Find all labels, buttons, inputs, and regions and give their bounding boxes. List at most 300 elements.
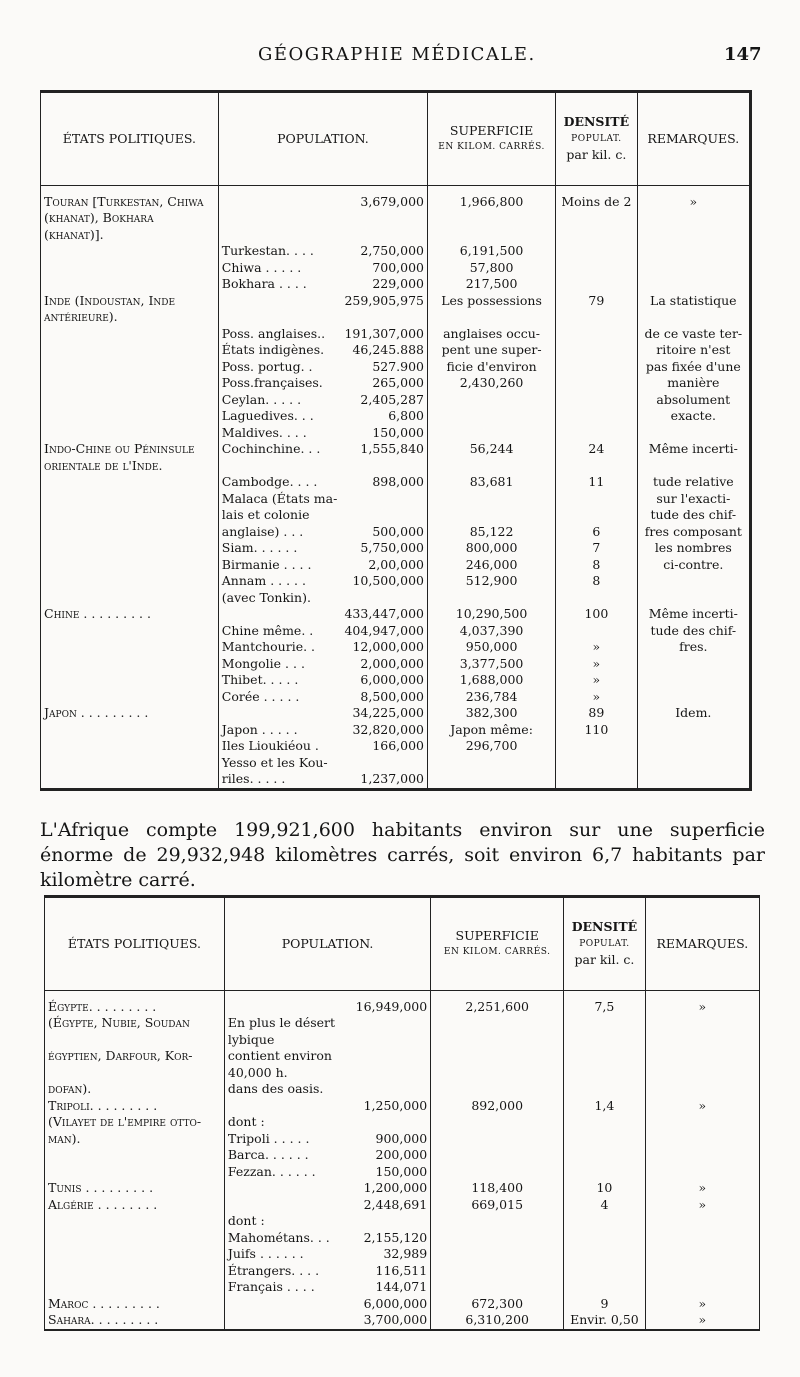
- area-cell: 669,015: [431, 1197, 564, 1214]
- density-cell: 7: [556, 540, 638, 557]
- population-label-cell: Mantchourie. .: [218, 639, 341, 656]
- density-cell: [556, 755, 638, 772]
- remark-cell: sur l'exacti-: [637, 491, 750, 508]
- remark-cell: [637, 689, 750, 706]
- area-cell: 57,800: [428, 260, 556, 277]
- population-label-cell: contient environ 40,000 h.: [224, 1048, 352, 1081]
- area-cell: [431, 1213, 564, 1230]
- population-label-cell: Ceylan. . . . .: [218, 392, 341, 409]
- state-cell: [41, 722, 219, 739]
- population-label-cell: Birmanie . . . .: [218, 557, 341, 574]
- remark-cell: [645, 1263, 759, 1280]
- area-cell: [428, 392, 556, 409]
- state-cell: Inde (Indoustan, Inde antérieure).: [44, 292, 176, 324]
- table-row: [41, 524, 751, 541]
- state-cell: [45, 1213, 225, 1230]
- area-cell: 10,290,500: [428, 606, 556, 623]
- population-value-cell: 898,000: [372, 474, 425, 489]
- area-cell: [431, 1263, 564, 1280]
- population-label-cell: anglaise) . . .: [218, 524, 341, 541]
- population-value-cell: 6,000,000: [360, 672, 425, 687]
- density-cell: [564, 1081, 646, 1098]
- area-cell: anglaises occu-: [428, 326, 556, 343]
- population-label-cell: Poss. portug. .: [218, 359, 341, 376]
- population-value-cell: 46,245.888: [352, 342, 425, 357]
- population-value-cell: 500,000: [372, 523, 425, 539]
- remark-cell: [637, 260, 750, 277]
- state-cell: [41, 540, 219, 557]
- table-row: [41, 590, 751, 607]
- remark-cell: [645, 1131, 759, 1148]
- population-value-cell: [353, 1081, 431, 1098]
- population-label-cell: En plus le désert lybique: [224, 1015, 352, 1048]
- population-label-cell: Malaca (États ma-: [218, 491, 341, 508]
- remark-cell: ritoire n'est: [637, 342, 750, 359]
- table-row: [41, 689, 751, 706]
- table-row: [41, 623, 751, 640]
- table-row: [41, 656, 751, 673]
- remark-cell: pas fixée d'une: [637, 359, 750, 376]
- density-cell: 9: [564, 1296, 646, 1313]
- remark-cell: [645, 1015, 759, 1048]
- remark-cell: »: [645, 1312, 759, 1330]
- table-row: [41, 771, 751, 789]
- table-row: [41, 260, 751, 277]
- population-value-cell: 433,447,000: [344, 606, 425, 621]
- remark-cell: tude des chif-: [637, 507, 750, 524]
- population-label-cell: Iles Lioukiéou .: [218, 738, 341, 755]
- area-cell: 6,191,500: [428, 243, 556, 260]
- population-value-cell: 5,750,000: [360, 540, 425, 555]
- state-cell: Tunis . . . . . . . . .: [48, 1180, 154, 1195]
- state-cell: [45, 1147, 225, 1164]
- population-value-cell: 2,448,691: [363, 1196, 428, 1212]
- density-cell: [564, 1015, 646, 1048]
- population-value-cell: [341, 507, 427, 524]
- state-cell: [41, 326, 219, 343]
- population-label-cell: Français . . . .: [224, 1279, 352, 1296]
- table-row: [45, 1296, 760, 1313]
- population-value-cell: 16,949,000: [355, 998, 428, 1014]
- area-cell: 1,966,800: [428, 194, 556, 244]
- area-cell: 1,688,000: [428, 672, 556, 689]
- state-cell: Maroc . . . . . . . . .: [48, 1295, 160, 1311]
- table-row: [45, 1081, 760, 1098]
- state-cell: [45, 1164, 225, 1181]
- table-row: [41, 672, 751, 689]
- population-value-cell: 700,000: [372, 259, 425, 275]
- remark-cell: exacte.: [637, 408, 750, 425]
- table-row: [45, 1246, 760, 1263]
- table-row: [41, 392, 751, 409]
- population-value-cell: 259,905,975: [344, 292, 425, 308]
- state-cell: Tripoli. . . . . . . . .: [48, 1097, 158, 1113]
- population-label-cell: Cochinchine. . .: [218, 441, 341, 474]
- density-cell: 6: [556, 524, 638, 541]
- density-cell: 100: [556, 606, 638, 623]
- area-cell: [428, 408, 556, 425]
- remark-cell: [637, 672, 750, 689]
- table-row: [41, 491, 751, 508]
- state-cell: [41, 689, 219, 706]
- population-value-cell: 1,555,840: [360, 441, 425, 456]
- population-value-cell: 6,000,000: [363, 1295, 428, 1311]
- state-cell: [41, 623, 219, 640]
- remark-cell: absolument: [637, 392, 750, 409]
- area-cell: Les possessions: [428, 293, 556, 326]
- state-cell: Touran [Turkestan, Chiwa (khanat), Bokhara (khanat)].: [44, 193, 204, 242]
- state-cell: Chine . . . . . . . . .: [44, 606, 151, 621]
- table-row: [45, 1230, 760, 1247]
- table-row: [45, 999, 760, 1016]
- density-cell: [564, 1164, 646, 1181]
- population-value-cell: 200,000: [375, 1147, 428, 1162]
- density-cell: [556, 623, 638, 640]
- area-cell: 950,000: [428, 639, 556, 656]
- density-cell: [556, 738, 638, 755]
- density-cell: [564, 1114, 646, 1131]
- table-row: [41, 606, 751, 623]
- density-cell: [564, 1213, 646, 1230]
- remark-cell: »: [645, 1197, 759, 1214]
- population-label-cell: riles. . . . .: [218, 771, 341, 789]
- state-cell: [41, 639, 219, 656]
- density-cell: [564, 1147, 646, 1164]
- state-cell: [41, 491, 219, 508]
- population-value-cell: 1,237,000: [360, 771, 425, 786]
- density-cell: [556, 408, 638, 425]
- page-number: 147: [724, 44, 762, 65]
- area-cell: [428, 491, 556, 508]
- population-value-cell: 144,071: [375, 1279, 428, 1294]
- state-cell: (Vilayet de l'empire otto-: [48, 1114, 202, 1129]
- population-label-cell: Chine même. .: [218, 623, 341, 640]
- remark-cell: ci-contre.: [637, 557, 750, 574]
- state-cell: [41, 656, 219, 673]
- population-value-cell: [341, 755, 427, 772]
- state-cell: Japon . . . . . . . . .: [44, 705, 149, 720]
- state-cell: Sahara. . . . . . . . .: [48, 1312, 159, 1327]
- area-cell: 800,000: [428, 540, 556, 557]
- area-cell: [428, 425, 556, 442]
- density-cell: [564, 1230, 646, 1247]
- density-cell: [556, 491, 638, 508]
- remark-cell: Même incerti-: [637, 441, 750, 474]
- density-cell: [556, 425, 638, 442]
- remark-cell: de ce vaste ter-: [637, 326, 750, 343]
- column-header-population: POPULATION.: [218, 92, 427, 186]
- density-cell: [564, 1279, 646, 1296]
- population-label-cell: [224, 1098, 352, 1115]
- remark-cell: [637, 425, 750, 442]
- table-row: [41, 540, 751, 557]
- population-label-cell: Poss.françaises.: [218, 375, 341, 392]
- population-value-cell: 527.900: [372, 358, 425, 374]
- area-cell: 217,500: [428, 276, 556, 293]
- population-value-cell: [353, 1114, 431, 1131]
- running-header: [0, 44, 800, 74]
- density-cell: [556, 243, 638, 260]
- density-cell: [564, 1246, 646, 1263]
- column-header-states: ÉTATS POLITIQUES.: [45, 897, 225, 991]
- table-row: [45, 1312, 760, 1330]
- area-cell: 512,900: [428, 573, 556, 590]
- state-cell: [41, 524, 219, 541]
- state-cell: [41, 375, 219, 392]
- state-cell: [41, 276, 219, 293]
- population-value-cell: 10,500,000: [352, 573, 425, 588]
- population-value-cell: 2,405,287: [360, 391, 425, 407]
- density-cell: »: [556, 672, 638, 689]
- state-cell: [45, 1263, 225, 1280]
- population-label-cell: Poss. anglaises..: [218, 326, 341, 343]
- population-value-cell: 12,000,000: [352, 639, 425, 654]
- density-cell: [556, 392, 638, 409]
- state-cell: [41, 507, 219, 524]
- area-cell: [431, 1164, 564, 1181]
- population-value-cell: 6,800: [388, 408, 425, 423]
- area-cell: [428, 507, 556, 524]
- density-cell: [564, 1131, 646, 1148]
- remark-cell: »: [637, 194, 750, 244]
- population-label-cell: [224, 1296, 352, 1313]
- area-cell: ficie d'environ: [428, 359, 556, 376]
- area-cell: 4,037,390: [428, 623, 556, 640]
- area-cell: 3,377,500: [428, 656, 556, 673]
- remark-cell: [637, 755, 750, 772]
- state-cell: [41, 755, 219, 772]
- population-label-cell: Siam. . . . . .: [218, 540, 341, 557]
- area-cell: 382,300: [428, 705, 556, 722]
- remark-cell: »: [645, 999, 759, 1016]
- population-label-cell: Maldives. . . .: [218, 425, 341, 442]
- table-row: [45, 1164, 760, 1181]
- population-label-cell: [218, 606, 341, 623]
- population-value-cell: 150,000: [375, 1163, 428, 1179]
- column-header-density: DENSITÉ POPULAT. par kil. c.: [556, 92, 638, 186]
- state-cell: Indo-Chine ou Péninsule orientale de l'Inde.: [44, 441, 195, 473]
- density-cell: [556, 276, 638, 293]
- density-cell: [556, 375, 638, 392]
- table-header-row: [45, 897, 760, 991]
- population-label-cell: Annam . . . . .: [218, 573, 341, 590]
- density-cell: [556, 507, 638, 524]
- density-cell: [556, 359, 638, 376]
- table-row: [45, 1131, 760, 1148]
- table-row: [41, 639, 751, 656]
- population-label-cell: Tripoli . . . . .: [224, 1131, 352, 1148]
- population-label-cell: (avec Tonkin).: [218, 590, 341, 607]
- column-header-states: ÉTATS POLITIQUES.: [41, 92, 219, 186]
- remark-cell: [645, 1213, 759, 1230]
- remark-cell: [637, 276, 750, 293]
- population-value-cell: 2,750,000: [360, 243, 425, 258]
- area-cell: 56,244: [428, 441, 556, 474]
- remark-cell: [645, 1147, 759, 1164]
- population-label-cell: [224, 1197, 352, 1214]
- population-label-cell: Yesso et les Kou-: [218, 755, 341, 772]
- population-value-cell: 166,000: [372, 738, 425, 753]
- population-label-cell: Mongolie . . .: [218, 656, 341, 673]
- population-label-cell: [218, 293, 341, 326]
- state-cell: [41, 392, 219, 409]
- remark-cell: »: [645, 1180, 759, 1197]
- population-value-cell: 191,307,000: [344, 325, 425, 341]
- state-cell: [41, 672, 219, 689]
- state-cell: Égypte. . . . . . . . .: [48, 998, 157, 1014]
- population-value-cell: 8,500,000: [360, 688, 425, 704]
- population-label-cell: Barca. . . . . .: [224, 1147, 352, 1164]
- population-value-cell: 116,511: [375, 1262, 428, 1278]
- area-cell: [431, 1048, 564, 1081]
- area-cell: [431, 1081, 564, 1098]
- area-cell: 6,310,200: [431, 1312, 564, 1330]
- state-cell: [41, 243, 219, 260]
- table-row: [41, 326, 751, 343]
- table-header-row: [41, 92, 751, 186]
- area-cell: 246,000: [428, 557, 556, 574]
- column-header-area: SUPERFICIE EN KILOM. CARRÉS.: [428, 92, 556, 186]
- remark-cell: »: [645, 1098, 759, 1115]
- state-cell: [45, 1246, 225, 1263]
- state-cell: [41, 573, 219, 590]
- remark-cell: [645, 1164, 759, 1181]
- asia-table-body: [41, 194, 751, 790]
- column-header-density: DENSITÉ POPULAT. par kil. c.: [564, 897, 646, 991]
- table-row: [41, 375, 751, 392]
- density-cell: [556, 342, 638, 359]
- population-label-cell: Fezzan. . . . . .: [224, 1164, 352, 1181]
- page-header-title: GÉOGRAPHIE MÉDICALE.: [258, 44, 536, 65]
- population-value-cell: 265,000: [372, 375, 425, 390]
- state-cell: égyptien, Darfour, Kor-: [48, 1048, 193, 1063]
- table-row: [41, 408, 751, 425]
- remark-cell: [637, 771, 750, 789]
- remark-cell: Même incerti-: [637, 606, 750, 623]
- population-value-cell: 32,820,000: [352, 721, 425, 737]
- density-cell: 7,5: [564, 999, 646, 1016]
- population-label-cell: Juifs . . . . . .: [224, 1246, 352, 1263]
- table-row: [41, 342, 751, 359]
- density-cell: 10: [564, 1180, 646, 1197]
- africa-statistics-table: [44, 895, 760, 1331]
- remark-cell: [637, 573, 750, 590]
- population-label-cell: dont :: [224, 1114, 352, 1131]
- table-row: [45, 1180, 760, 1197]
- remark-cell: Idem.: [637, 705, 750, 722]
- area-cell: 236,784: [428, 689, 556, 706]
- table-row: [41, 755, 751, 772]
- density-cell: »: [556, 656, 638, 673]
- population-value-cell: [341, 590, 427, 607]
- area-cell: [431, 1131, 564, 1148]
- population-label-cell: États indigènes.: [218, 342, 341, 359]
- table-row: [41, 276, 751, 293]
- remark-cell: [637, 243, 750, 260]
- state-cell: [41, 359, 219, 376]
- population-value-cell: 2,000,000: [360, 655, 425, 671]
- population-label-cell: Étrangers. . . .: [224, 1263, 352, 1280]
- table-row: [45, 1147, 760, 1164]
- remark-cell: [645, 1048, 759, 1081]
- population-value-cell: 3,700,000: [363, 1312, 428, 1327]
- area-cell: [428, 755, 556, 772]
- population-value-cell: 34,225,000: [352, 705, 425, 720]
- population-label-cell: Laguedives. . .: [218, 408, 341, 425]
- state-cell: man).: [48, 1130, 81, 1146]
- remark-cell: [645, 1246, 759, 1263]
- population-value-cell: [353, 1015, 431, 1048]
- table-row: [41, 359, 751, 376]
- state-cell: [45, 1279, 225, 1296]
- remark-cell: La statistique: [637, 293, 750, 326]
- table-row: [45, 1098, 760, 1115]
- table-row: [45, 1279, 760, 1296]
- africa-table-body: [45, 999, 760, 1330]
- area-cell: Japon même:: [428, 722, 556, 739]
- area-cell: [431, 1246, 564, 1263]
- state-cell: [41, 590, 219, 607]
- area-cell: 892,000: [431, 1098, 564, 1115]
- remark-cell: [637, 722, 750, 739]
- density-cell: »: [556, 639, 638, 656]
- table-row: [41, 705, 751, 722]
- state-cell: Algérie . . . . . . . .: [48, 1196, 158, 1212]
- area-cell: pent une super-: [428, 342, 556, 359]
- population-value-cell: 32,989: [383, 1246, 428, 1261]
- remark-cell: tude relative: [637, 474, 750, 491]
- population-label-cell: [224, 1180, 352, 1197]
- density-cell: 79: [556, 293, 638, 326]
- population-label-cell: Cambodge. . . .: [218, 474, 341, 491]
- remark-cell: [637, 738, 750, 755]
- population-value-cell: 1,200,000: [363, 1180, 428, 1195]
- remark-cell: les nombres: [637, 540, 750, 557]
- population-value-cell: 404,947,000: [344, 622, 425, 638]
- area-cell: 2,251,600: [431, 999, 564, 1016]
- population-value-cell: 2,00,000: [368, 556, 425, 572]
- area-cell: 85,122: [428, 524, 556, 541]
- area-cell: 118,400: [431, 1180, 564, 1197]
- density-cell: 110: [556, 722, 638, 739]
- area-cell: [428, 590, 556, 607]
- state-cell: [41, 771, 219, 789]
- area-cell: 672,300: [431, 1296, 564, 1313]
- area-cell: [431, 1279, 564, 1296]
- table-row: [41, 194, 751, 244]
- population-label-cell: lais et colonie: [218, 507, 341, 524]
- population-value-cell: 900,000: [375, 1130, 428, 1146]
- density-cell: [556, 771, 638, 789]
- density-cell: [556, 260, 638, 277]
- table-row: [41, 243, 751, 260]
- population-label-cell: Chiwa . . . . .: [218, 260, 341, 277]
- population-value-cell: 2,155,120: [363, 1229, 428, 1245]
- table-row: [41, 441, 751, 474]
- density-cell: Moins de 2: [556, 194, 638, 244]
- table-row: [41, 573, 751, 590]
- remark-cell: [645, 1230, 759, 1247]
- population-label-cell: [218, 705, 341, 722]
- table-row: [41, 738, 751, 755]
- table-row: [45, 1197, 760, 1214]
- state-cell: [41, 425, 219, 442]
- table-row: [41, 722, 751, 739]
- remark-cell: [645, 1114, 759, 1131]
- column-header-population: POPULATION.: [224, 897, 430, 991]
- density-cell: 24: [556, 441, 638, 474]
- density-cell: [564, 1048, 646, 1081]
